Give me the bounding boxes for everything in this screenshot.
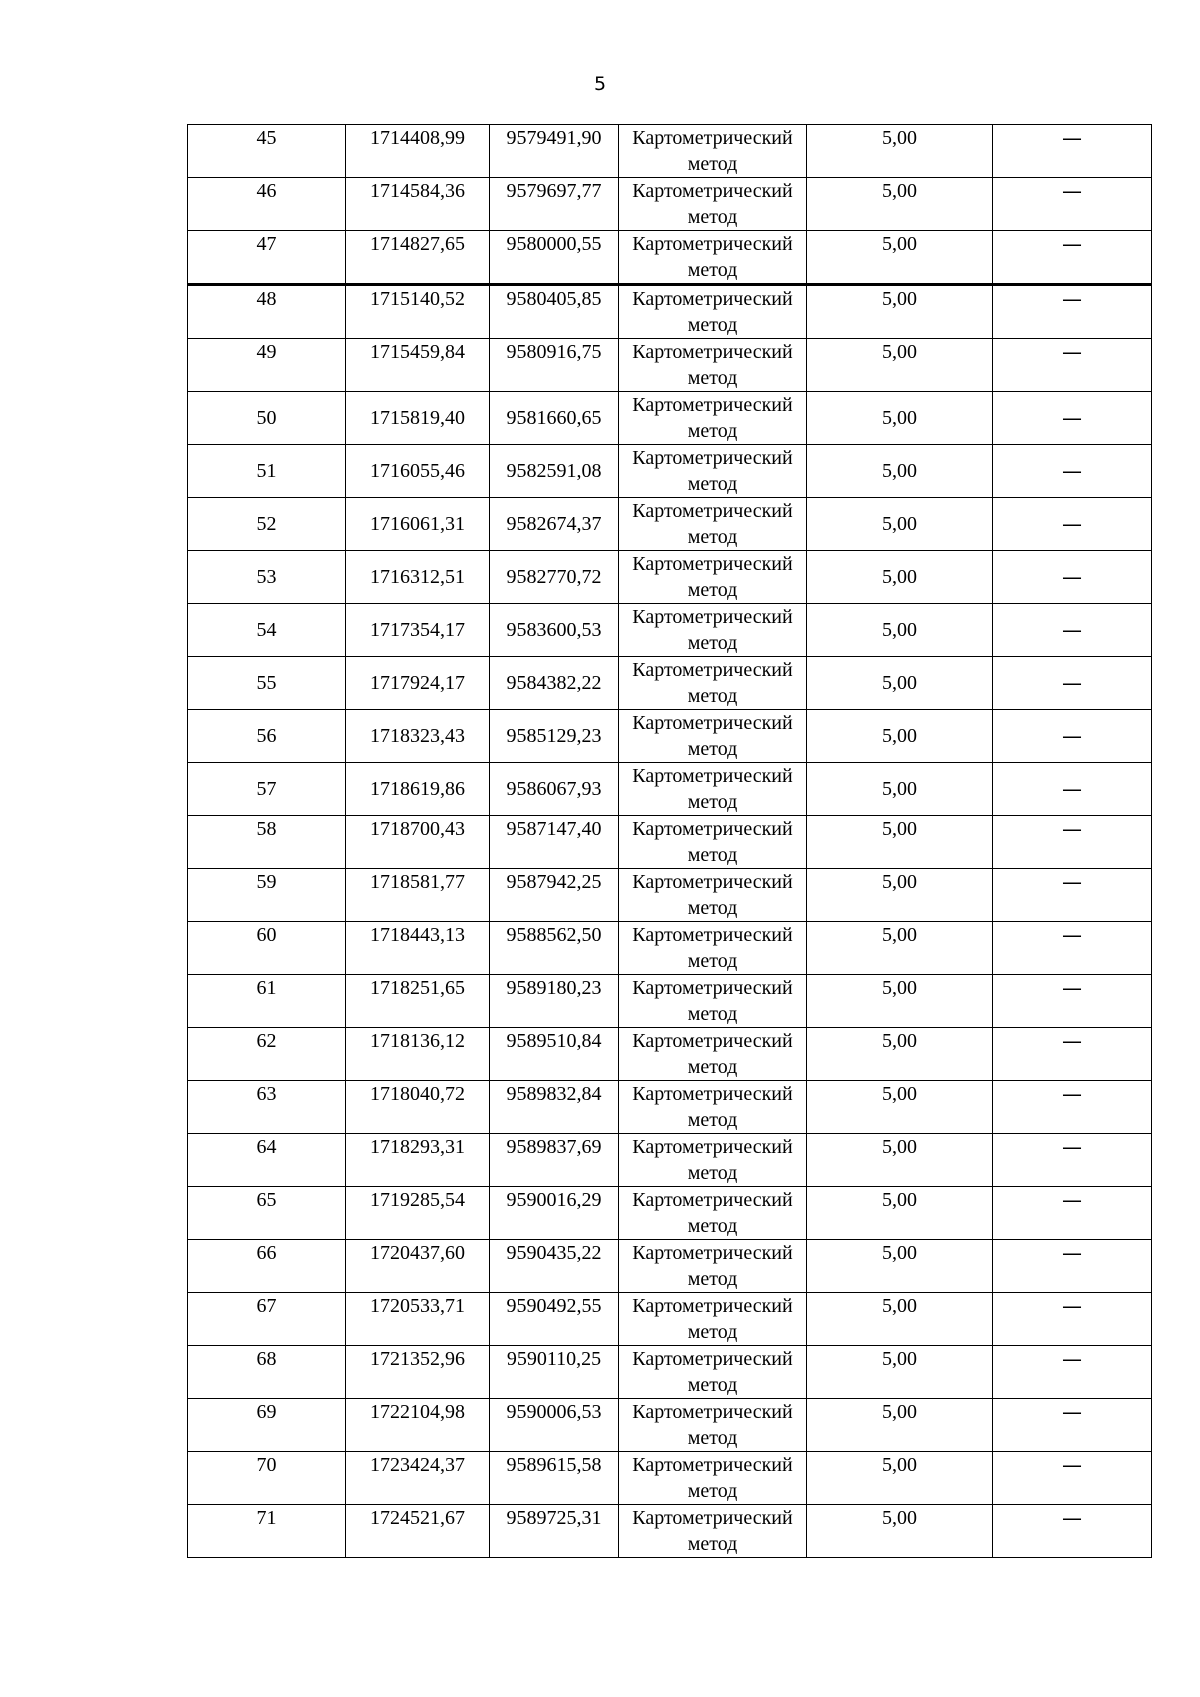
x-coordinate-cell: 1714584,36 — [346, 178, 490, 231]
accuracy-cell: 5,00 — [807, 285, 993, 339]
point-number-cell: 62 — [188, 1028, 346, 1081]
accuracy-cell: 5,00 — [807, 975, 993, 1028]
table-row — [188, 1399, 1152, 1452]
method-line-1: Картометрический — [632, 394, 793, 416]
method-cell — [619, 551, 807, 604]
x-coordinate-cell: 1715819,40 — [346, 392, 490, 445]
y-coordinate-cell: 9590435,22 — [490, 1240, 619, 1293]
table-row — [188, 922, 1152, 975]
accuracy-cell: 5,00 — [807, 1399, 993, 1452]
point-number-cell: 65 — [188, 1187, 346, 1240]
method-line-1: Картометрический — [632, 180, 793, 202]
point-number-cell: 47 — [188, 231, 346, 285]
accuracy-cell: 5,00 — [807, 604, 993, 657]
method-cell — [619, 710, 807, 763]
method-line-1: Картометрический — [632, 871, 793, 893]
method-cell — [619, 178, 807, 231]
table-row — [188, 1346, 1152, 1399]
point-number-cell: 59 — [188, 869, 346, 922]
note-cell: — — [993, 498, 1152, 551]
x-coordinate-cell: 1717354,17 — [346, 604, 490, 657]
method-line-2: метод — [687, 1056, 738, 1078]
point-number-cell: 48 — [188, 285, 346, 339]
page-number: 5 — [593, 73, 607, 95]
note-cell: — — [993, 551, 1152, 604]
method-line-1: Картометрический — [632, 1454, 793, 1476]
table-row — [188, 1187, 1152, 1240]
method-line-2: метод — [687, 1215, 738, 1237]
table-row — [188, 392, 1152, 445]
x-coordinate-cell: 1718040,72 — [346, 1081, 490, 1134]
method-line-1: Картометрический — [632, 765, 793, 787]
note-cell: — — [993, 1346, 1152, 1399]
y-coordinate-cell: 9582674,37 — [490, 498, 619, 551]
accuracy-cell: 5,00 — [807, 710, 993, 763]
x-coordinate-cell: 1714827,65 — [346, 231, 490, 285]
accuracy-cell: 5,00 — [807, 1134, 993, 1187]
x-coordinate-cell: 1718323,43 — [346, 710, 490, 763]
method-line-1: Картометрический — [632, 1136, 793, 1158]
x-coordinate-cell: 1723424,37 — [346, 1452, 490, 1505]
table-row — [188, 498, 1152, 551]
point-number-cell: 51 — [188, 445, 346, 498]
y-coordinate-cell: 9579697,77 — [490, 178, 619, 231]
point-number-cell: 67 — [188, 1293, 346, 1346]
method-line-2: метод — [687, 1109, 738, 1131]
point-number-cell: 64 — [188, 1134, 346, 1187]
note-cell: — — [993, 1293, 1152, 1346]
point-number-cell: 54 — [188, 604, 346, 657]
note-cell: — — [993, 816, 1152, 869]
x-coordinate-cell: 1717924,17 — [346, 657, 490, 710]
table-row — [188, 975, 1152, 1028]
accuracy-cell: 5,00 — [807, 498, 993, 551]
method-cell — [619, 816, 807, 869]
method-line-1: Картометрический — [632, 659, 793, 681]
method-cell — [619, 1452, 807, 1505]
method-line-1: Картометрический — [632, 500, 793, 522]
point-number-cell: 55 — [188, 657, 346, 710]
method-line-1: Картометрический — [632, 447, 793, 469]
table-row — [188, 1505, 1152, 1558]
accuracy-cell: 5,00 — [807, 339, 993, 392]
method-line-1: Картометрический — [632, 1083, 793, 1105]
method-line-1: Картометрический — [632, 1189, 793, 1211]
note-cell: — — [993, 178, 1152, 231]
method-line-2: метод — [687, 579, 738, 601]
method-line-2: метод — [687, 1268, 738, 1290]
accuracy-cell: 5,00 — [807, 816, 993, 869]
point-number-cell: 71 — [188, 1505, 346, 1558]
table-row — [188, 551, 1152, 604]
table-row — [188, 1134, 1152, 1187]
accuracy-cell: 5,00 — [807, 657, 993, 710]
method-line-2: метод — [687, 1003, 738, 1025]
y-coordinate-cell: 9588562,50 — [490, 922, 619, 975]
x-coordinate-cell: 1721352,96 — [346, 1346, 490, 1399]
accuracy-cell: 5,00 — [807, 1452, 993, 1505]
method-line-2: метод — [687, 259, 738, 281]
y-coordinate-cell: 9583600,53 — [490, 604, 619, 657]
method-cell — [619, 339, 807, 392]
point-number-cell: 46 — [188, 178, 346, 231]
y-coordinate-cell: 9589615,58 — [490, 1452, 619, 1505]
table-row — [188, 231, 1152, 285]
method-line-2: метод — [687, 738, 738, 760]
note-cell: — — [993, 710, 1152, 763]
x-coordinate-cell: 1722104,98 — [346, 1399, 490, 1452]
point-number-cell: 58 — [188, 816, 346, 869]
x-coordinate-cell: 1718443,13 — [346, 922, 490, 975]
method-cell — [619, 1346, 807, 1399]
method-cell — [619, 1399, 807, 1452]
method-line-2: метод — [687, 420, 738, 442]
note-cell: — — [993, 285, 1152, 339]
method-line-2: метод — [687, 1533, 738, 1555]
method-line-1: Картометрический — [632, 712, 793, 734]
note-cell: — — [993, 869, 1152, 922]
table-row — [188, 339, 1152, 392]
method-cell — [619, 869, 807, 922]
accuracy-cell: 5,00 — [807, 1081, 993, 1134]
point-number-cell: 45 — [188, 125, 346, 178]
note-cell: — — [993, 763, 1152, 816]
x-coordinate-cell: 1714408,99 — [346, 125, 490, 178]
x-coordinate-cell: 1719285,54 — [346, 1187, 490, 1240]
method-line-2: метод — [687, 1427, 738, 1449]
y-coordinate-cell: 9589725,31 — [490, 1505, 619, 1558]
note-cell: — — [993, 1452, 1152, 1505]
y-coordinate-cell: 9584382,22 — [490, 657, 619, 710]
accuracy-cell: 5,00 — [807, 178, 993, 231]
x-coordinate-cell: 1718619,86 — [346, 763, 490, 816]
note-cell: — — [993, 339, 1152, 392]
x-coordinate-cell: 1718700,43 — [346, 816, 490, 869]
method-cell — [619, 1293, 807, 1346]
accuracy-cell: 5,00 — [807, 869, 993, 922]
x-coordinate-cell: 1715459,84 — [346, 339, 490, 392]
method-line-2: метод — [687, 473, 738, 495]
table-row — [188, 1028, 1152, 1081]
accuracy-cell: 5,00 — [807, 922, 993, 975]
note-cell: — — [993, 1081, 1152, 1134]
y-coordinate-cell: 9580000,55 — [490, 231, 619, 285]
y-coordinate-cell: 9590492,55 — [490, 1293, 619, 1346]
method-cell — [619, 763, 807, 816]
method-line-1: Картометрический — [632, 977, 793, 999]
table-row — [188, 710, 1152, 763]
y-coordinate-cell: 9582770,72 — [490, 551, 619, 604]
method-line-2: метод — [687, 206, 738, 228]
note-cell: — — [993, 445, 1152, 498]
method-cell — [619, 1134, 807, 1187]
method-line-2: метод — [687, 367, 738, 389]
y-coordinate-cell: 9581660,65 — [490, 392, 619, 445]
point-number-cell: 70 — [188, 1452, 346, 1505]
note-cell: — — [993, 125, 1152, 178]
y-coordinate-cell: 9582591,08 — [490, 445, 619, 498]
accuracy-cell: 5,00 — [807, 125, 993, 178]
coordinates-table-body — [188, 125, 1152, 1558]
x-coordinate-cell: 1718293,31 — [346, 1134, 490, 1187]
method-line-1: Картометрический — [632, 127, 793, 149]
table-row — [188, 816, 1152, 869]
method-cell — [619, 1187, 807, 1240]
method-cell — [619, 1240, 807, 1293]
method-cell — [619, 231, 807, 285]
note-cell: — — [993, 975, 1152, 1028]
point-number-cell: 69 — [188, 1399, 346, 1452]
x-coordinate-cell: 1718251,65 — [346, 975, 490, 1028]
method-line-2: метод — [687, 791, 738, 813]
x-coordinate-cell: 1718581,77 — [346, 869, 490, 922]
accuracy-cell: 5,00 — [807, 1240, 993, 1293]
point-number-cell: 53 — [188, 551, 346, 604]
accuracy-cell: 5,00 — [807, 1505, 993, 1558]
accuracy-cell: 5,00 — [807, 445, 993, 498]
y-coordinate-cell: 9586067,93 — [490, 763, 619, 816]
note-cell: — — [993, 392, 1152, 445]
point-number-cell: 60 — [188, 922, 346, 975]
method-line-2: метод — [687, 314, 738, 336]
point-number-cell: 49 — [188, 339, 346, 392]
method-cell — [619, 445, 807, 498]
x-coordinate-cell: 1716312,51 — [346, 551, 490, 604]
method-cell — [619, 1028, 807, 1081]
method-cell — [619, 657, 807, 710]
y-coordinate-cell: 9585129,23 — [490, 710, 619, 763]
method-line-2: метод — [687, 844, 738, 866]
point-number-cell: 61 — [188, 975, 346, 1028]
table-row — [188, 285, 1152, 339]
method-line-1: Картометрический — [632, 924, 793, 946]
y-coordinate-cell: 9590006,53 — [490, 1399, 619, 1452]
method-line-1: Картометрический — [632, 1507, 793, 1529]
method-line-1: Картометрический — [632, 1295, 793, 1317]
x-coordinate-cell: 1718136,12 — [346, 1028, 490, 1081]
method-cell — [619, 392, 807, 445]
y-coordinate-cell: 9589180,23 — [490, 975, 619, 1028]
method-line-2: метод — [687, 897, 738, 919]
x-coordinate-cell: 1720533,71 — [346, 1293, 490, 1346]
method-cell — [619, 604, 807, 657]
note-cell: — — [993, 1028, 1152, 1081]
x-coordinate-cell: 1716055,46 — [346, 445, 490, 498]
table-row — [188, 763, 1152, 816]
point-number-cell: 68 — [188, 1346, 346, 1399]
point-number-cell: 56 — [188, 710, 346, 763]
note-cell: — — [993, 604, 1152, 657]
table-row — [188, 445, 1152, 498]
note-cell: — — [993, 657, 1152, 710]
coordinates-table — [187, 124, 1152, 1558]
method-line-2: метод — [687, 1321, 738, 1343]
x-coordinate-cell: 1716061,31 — [346, 498, 490, 551]
point-number-cell: 63 — [188, 1081, 346, 1134]
accuracy-cell: 5,00 — [807, 1187, 993, 1240]
note-cell: — — [993, 1240, 1152, 1293]
point-number-cell: 57 — [188, 763, 346, 816]
method-line-1: Картометрический — [632, 606, 793, 628]
method-cell — [619, 922, 807, 975]
method-cell — [619, 1505, 807, 1558]
method-line-2: метод — [687, 632, 738, 654]
note-cell: — — [993, 1505, 1152, 1558]
method-cell — [619, 498, 807, 551]
method-line-2: метод — [687, 1480, 738, 1502]
method-line-1: Картометрический — [632, 1401, 793, 1423]
method-line-2: метод — [687, 153, 738, 175]
y-coordinate-cell: 9590110,25 — [490, 1346, 619, 1399]
table-row — [188, 1081, 1152, 1134]
point-number-cell: 50 — [188, 392, 346, 445]
table-row — [188, 1240, 1152, 1293]
y-coordinate-cell: 9580405,85 — [490, 285, 619, 339]
method-line-1: Картометрический — [632, 1030, 793, 1052]
note-cell: — — [993, 231, 1152, 285]
table-row — [188, 125, 1152, 178]
y-coordinate-cell: 9589837,69 — [490, 1134, 619, 1187]
y-coordinate-cell: 9590016,29 — [490, 1187, 619, 1240]
method-line-1: Картометрический — [632, 818, 793, 840]
y-coordinate-cell: 9579491,90 — [490, 125, 619, 178]
table-row — [188, 869, 1152, 922]
method-cell — [619, 975, 807, 1028]
y-coordinate-cell: 9580916,75 — [490, 339, 619, 392]
table-row — [188, 1452, 1152, 1505]
note-cell: — — [993, 1399, 1152, 1452]
method-line-1: Картометрический — [632, 233, 793, 255]
method-line-1: Картометрический — [632, 288, 793, 310]
method-line-2: метод — [687, 685, 738, 707]
method-line-2: метод — [687, 526, 738, 548]
method-cell — [619, 285, 807, 339]
point-number-cell: 52 — [188, 498, 346, 551]
accuracy-cell: 5,00 — [807, 763, 993, 816]
method-cell — [619, 125, 807, 178]
accuracy-cell: 5,00 — [807, 551, 993, 604]
note-cell: — — [993, 922, 1152, 975]
table-row — [188, 1293, 1152, 1346]
method-line-1: Картометрический — [632, 553, 793, 575]
method-line-1: Картометрический — [632, 1242, 793, 1264]
table-row — [188, 178, 1152, 231]
accuracy-cell: 5,00 — [807, 231, 993, 285]
y-coordinate-cell: 9589832,84 — [490, 1081, 619, 1134]
table-row — [188, 657, 1152, 710]
x-coordinate-cell: 1720437,60 — [346, 1240, 490, 1293]
table-row — [188, 604, 1152, 657]
method-line-1: Картометрический — [632, 1348, 793, 1370]
accuracy-cell: 5,00 — [807, 1028, 993, 1081]
y-coordinate-cell: 9587147,40 — [490, 816, 619, 869]
accuracy-cell: 5,00 — [807, 392, 993, 445]
note-cell: — — [993, 1134, 1152, 1187]
note-cell: — — [993, 1187, 1152, 1240]
y-coordinate-cell: 9589510,84 — [490, 1028, 619, 1081]
accuracy-cell: 5,00 — [807, 1293, 993, 1346]
method-cell — [619, 1081, 807, 1134]
y-coordinate-cell: 9587942,25 — [490, 869, 619, 922]
method-line-2: метод — [687, 950, 738, 972]
method-line-2: метод — [687, 1374, 738, 1396]
method-line-1: Картометрический — [632, 341, 793, 363]
accuracy-cell: 5,00 — [807, 1346, 993, 1399]
point-number-cell: 66 — [188, 1240, 346, 1293]
method-line-2: метод — [687, 1162, 738, 1184]
x-coordinate-cell: 1715140,52 — [346, 285, 490, 339]
x-coordinate-cell: 1724521,67 — [346, 1505, 490, 1558]
